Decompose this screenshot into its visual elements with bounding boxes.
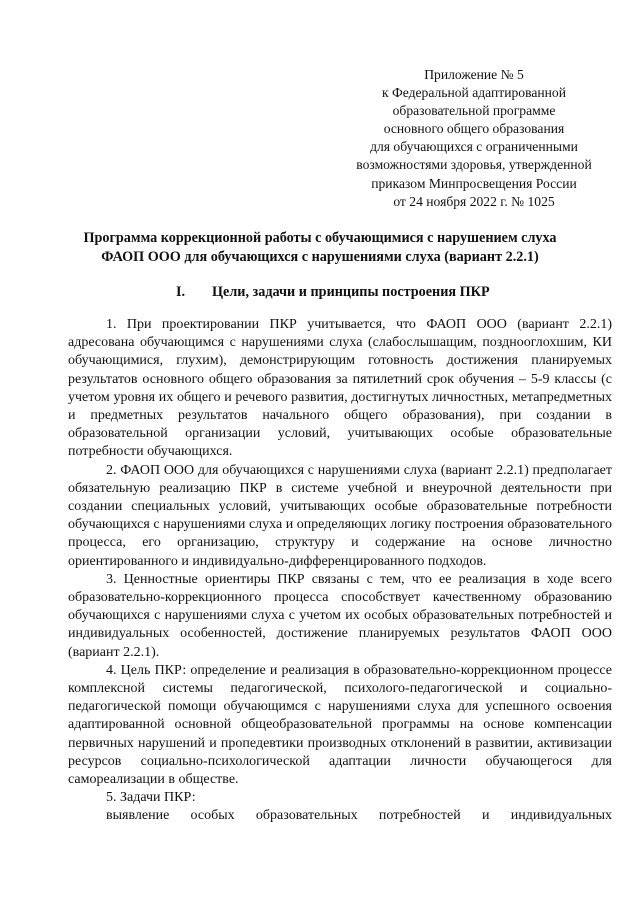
paragraph-3: 3. Ценностные ориентиры ПКР связаны с тем, что ее реализация в ходе всего образовательно-коррекционного процесса способствует качественному образованию обучающихся с нарушениями слуха с учетом их особых образовательных потребностей и индивидуальных особенностей, достижение планируемых результатов ФАОП ООО (вариант 2.2.1). — [68, 571, 612, 660]
appendix-header — [338, 66, 610, 211]
paragraph-1: 1. При проектировании ПКР учитывается, что ФАОП ООО (вариант 2.2.1) адресована обучающимся с нарушениями слуха (слабослышащим, позднооглохшим, КИ обучающимися, глухим), демонстрирующим готовность достижения планируемых результатов основного общего образования за пятилетний срок обучения – 5-9 классы (с учетом уровня их общего и речевого развития, достигнутых личностных, метапредметных и предметных результатов начального общего образования), при создании в образовательной организации условий, учитывающих особые образовательные потребности обучающихся. — [68, 317, 612, 460]
paragraph-4: 4. Цель ПКР: определение и реализация в образовательно-коррекционном процессе комплексной системы педагогической, психолого-педагогической и социально-педагогической помощи обучающимся с нарушениями слуха для успешного освоения адаптированной основной общеобразовательной программы на основе компенсации первичных нарушений и пропедевтики производных отклонений в развитии, активизации ресурсов социально-психологической адаптации личности обучающегося для самореализации в обществе. — [68, 662, 612, 788]
title-line-2: ФАОП ООО для обучающихся с нарушениями слуха (вариант 2.2.1) — [101, 249, 539, 265]
header-line: возможностями здоровья, утвержденной — [356, 157, 592, 173]
section-number: I. — [176, 284, 186, 300]
header-line: основного общего образования — [383, 121, 565, 137]
header-line: к Федеральной адаптированной — [381, 85, 566, 101]
header-line: образовательной программе — [392, 103, 556, 119]
header-line: Приложение № 5 — [424, 67, 524, 82]
document-body — [68, 316, 612, 826]
header-line: для обучающихся с ограниченными — [370, 139, 578, 155]
document-title — [60, 229, 580, 267]
header-line: от 24 ноября 2022 г. № 1025 — [393, 193, 555, 209]
section-title: Цели, задачи и принципы построения ПКР — [212, 284, 490, 300]
title-line-1: Программа коррекционной работы с обучающимися с нарушением слуха — [83, 230, 557, 246]
header-line: приказом Минпросвещения России — [371, 175, 577, 191]
paragraph-2: 2. ФАОП ООО для обучающихся с нарушениями слуха (вариант 2.2.1) предполагает обязательную реализацию ПКР в системе учебной и внеурочной деятельности при создании специальных условий, учитывающих особые образовательные потребности обучающихся с нарушениями слуха и определяющих логику построения образовательного процесса, его организацию, структуру и содержание на основе личностно ориентированного и индивидуально-дифференцированного подходов. — [68, 462, 612, 569]
paragraph-5: 5. Задачи ПКР: — [106, 790, 196, 806]
paragraph-6: выявление особых образовательных потребностей и индивидуальных — [106, 808, 612, 824]
